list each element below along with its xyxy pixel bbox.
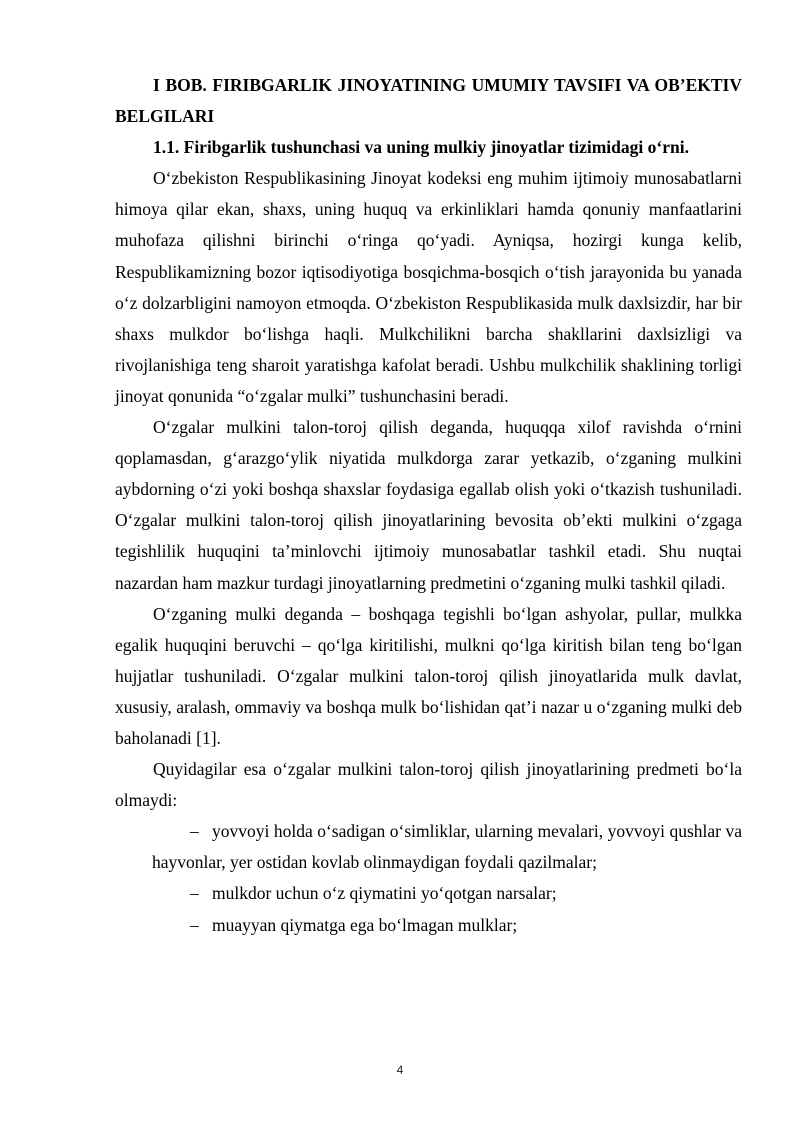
chapter-title: I BOB. FIRIBGARLIK JINOYATINING UMUMIY TAVSIFI VA OB’EKTIV BELGILARI — [115, 75, 742, 127]
section-title: 1.1. Firibgarlik tushunchasi va uning mulkiy jinoyatlar tizimidagi o‘rni. — [153, 137, 689, 158]
list-item-text: mulkdor uchun o‘z qiymatini yo‘qotgan narsalar; — [212, 883, 557, 904]
list-item — [115, 816, 742, 878]
document-page — [115, 70, 742, 941]
list-item-text: yovvoyi holda o‘sadigan o‘simliklar, ularning mevalari, yovvoyi qushlar va hayvonlar, yer ostidan kovlab olinmaydigan foydali qazilmalar; — [152, 821, 742, 873]
list-item-text: muayyan qiymatga ega bo‘lmagan mulklar; — [212, 914, 518, 935]
paragraph-3: O‘zganing mulki deganda – boshqaga tegishli bo‘lgan ashyolar, pullar, mulkka egalik huquqini beruvchi – qo‘lga kiritilishi, mulkni qo‘lga kiritish bilan teng bo‘lgan hujjatlar tushuniladi. O‘zgalar mulkini talon-toroj qilish jinoyatlarida mulk davlat, xususiy, aralash, ommaviy va boshqa mulk bo‘lishidan qat’i nazar u o‘zganing mulki deb baholanadi [1]. — [115, 603, 742, 748]
paragraph-2: O‘zgalar mulkini talon-toroj qilish deganda, huquqqa xilof ravishda o‘rnini qoplamasdan, g‘arazgo‘ylik niyatida mulkdorga zarar yetkazib, o‘zganing mulkini aybdorning o‘zi yoki boshqa shaxslar foydasiga egallab olish yoki o‘tkazish tushuniladi. O‘zgalar mulkini talon-toroj qilish jinoyatlarining bevosita ob’ekti mulkini o‘zgaga tegishlilik huquqini ta’minlovchi ijtimoiy munosabatlar tashkil etadi. Shu nuqtai nazardan ham mazkur turdagi jinoyatlarning predmetini o‘zganing mulki tashkil qiladi. — [115, 417, 742, 593]
paragraph-4: Quyidagilar esa o‘zgalar mulkini talon-toroj qilish jinoyatlarining predmeti bo‘la olmaydi: — [115, 759, 742, 811]
list-dash: – — [190, 883, 199, 904]
page-number: 4 — [396, 1063, 404, 1077]
list-item — [115, 878, 742, 909]
list-dash: – — [190, 914, 199, 935]
list-item — [115, 910, 742, 941]
exclusion-list — [115, 816, 742, 940]
paragraph-1: O‘zbekiston Respublikasining Jinoyat kodeksi eng muhim ijtimoiy munosabatlarni himoya qilar ekan, shaxs, uning huquq va erkinliklari hamda qonuniy manfaatlarini muhofaza qilishni birinchi o‘ringa qo‘yadi. Ayniqsa, hozirgi kunga kelib, Respublikamizning bozor iqtisodiyotiga bosqichma-bosqich o‘tish jarayonida bu yanada o‘z dolzarbligini namoyon etmoqda. O‘zbekiston Respublikasida mulk daxlsizdir, har bir shaxs mulkdor bo‘lishga haqli. Mulkchilikni barcha shakllarini daxlsizligi va rivojlanishiga teng sharoit yaratishga kafolat beradi. Ushbu mulkchilik shaklining torligi jinoyat qonunida “o‘zgalar mulki” tushunchasini beradi. — [115, 168, 742, 406]
list-dash: – — [190, 821, 199, 842]
